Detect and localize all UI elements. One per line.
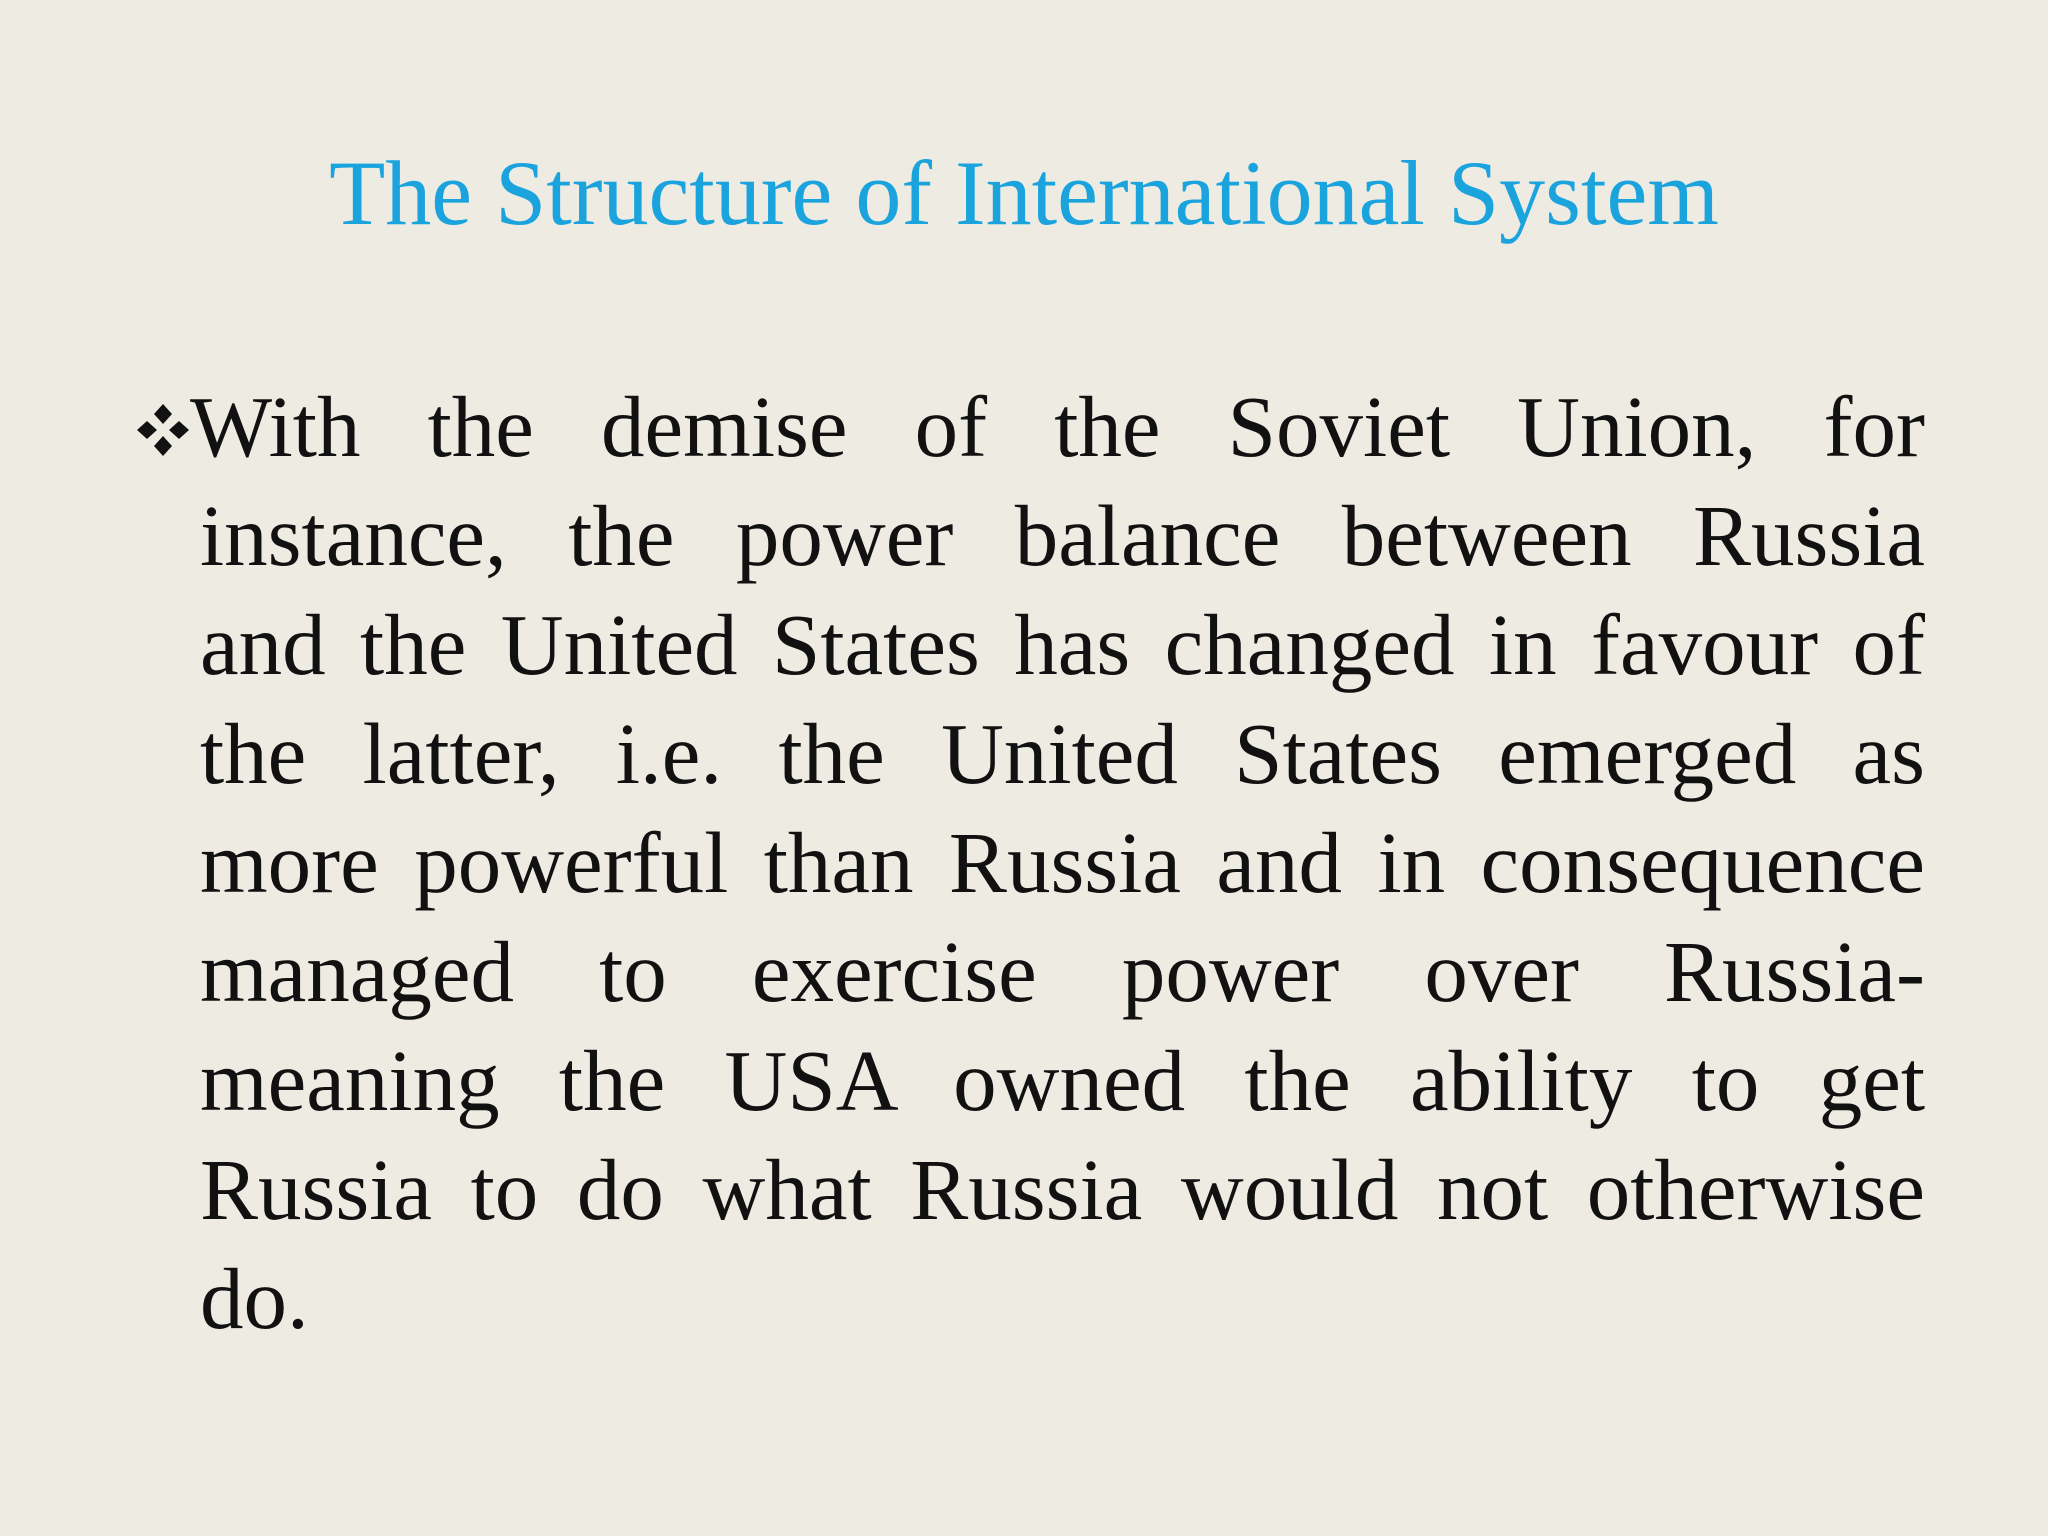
bullet-line: do. — [200, 1250, 309, 1347]
four-diamond-bullet-icon — [133, 400, 193, 460]
bullet-line: and the United States has changed in favour of — [200, 596, 1925, 693]
bullet-text — [190, 372, 1925, 1353]
bullet-line: managed to exercise power over Russia- — [200, 923, 1925, 1020]
bullet-line: the latter, i.e. the United States emerged as — [200, 705, 1925, 802]
bullet-line: instance, the power balance between Russia — [200, 487, 1925, 584]
slide-title: The Structure of International System — [329, 142, 1719, 244]
bullet-line: With the demise of the Soviet Union, for — [190, 378, 1925, 475]
bullet-line: Russia to do what Russia would not otherwise — [200, 1141, 1925, 1238]
bullet-line: meaning the USA owned the ability to get — [200, 1032, 1925, 1129]
bullet-line: more powerful than Russia and in consequence — [200, 814, 1925, 911]
